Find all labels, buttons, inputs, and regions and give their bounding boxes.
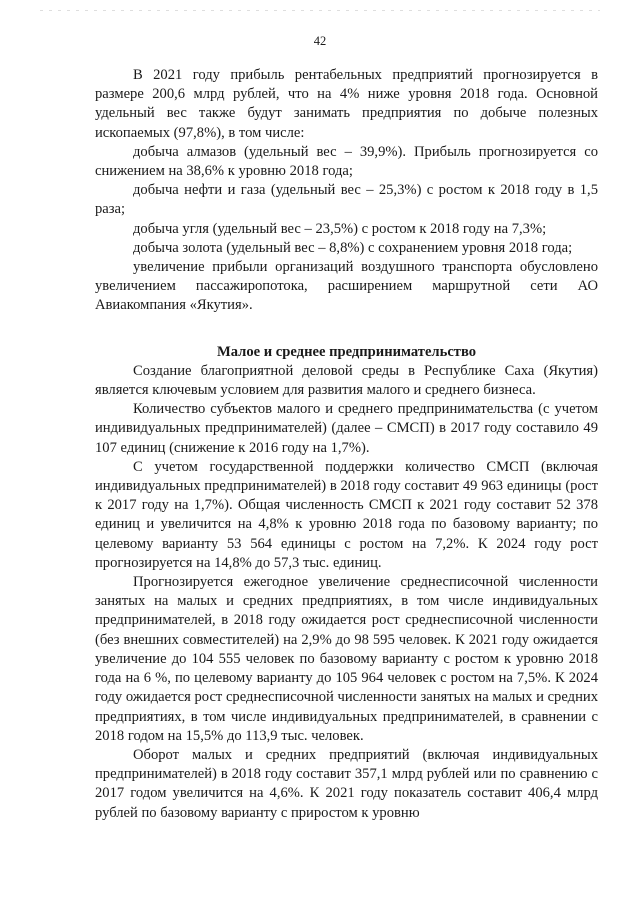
paragraph-profit-forecast: В 2021 году прибыль рентабельных предприятий прогнозируется в размере 200,6 млрд рублей, что на 4% ниже уровня 2018 года. Основной удельный вес также будут занимать предприятия по добыче полезных ископаемых (97,8%), в том числе: [95,67,598,141]
paragraph-gold-mining: добыча золота (удельный вес – 8,8%) с сохранением уровня 2018 года; [133,239,573,256]
paragraph-diamond-mining: добыча алмазов (удельный вес – 39,9%). Прибыль прогнозируется со снижением на 38,6% к уровню 2018 года; [95,143,598,180]
paragraph-air-transport: увеличение прибыли организаций воздушного транспорта обусловлено увеличением пассажиропотока, расширением маршрутной сети АО Авиакомпания «Якутия». [95,259,598,314]
page-number: 42 [313,34,327,48]
paragraph-employment-forecast: Прогнозируется ежегодное увеличение среднесписочной численности занятых на малых и средних предприятиях, в том числе индивидуальных предпринимателей, в 2018 году ожидается рост среднесписочной численности (без внешних совместителей) на 2,9% до 98 595 человек. К 2021 году ожидается увеличение до 104 555 человек по базовому варианту с ростом к уровню 2018 года на 6 %, по целевому варианту до 105 964 человек с ростом на 7,5%. К 2024 году ожидается рост среднесписочной численности занятых на малых и средних предприятиях, в том числе индивидуальных предпринимателей, в сравнении с 2018 годом на 15,5% до 113,9 тыс. человек. [95,574,598,744]
section-heading: Малое и среднее предпринимательство [216,343,477,360]
paragraph-coal-mining: добыча угля (удельный вес – 23,5%) с ростом к 2018 году на 7,3%; [133,220,547,237]
scan-artifact-line [40,10,600,11]
paragraph-smsp-count-2017: Количество субъектов малого и среднего предпринимательства (с учетом индивидуальных предпринимателей) (далее – СМСП) в 2017 году составило 49 107 единиц (снижение к 2016 году на 1,7%). [95,401,598,456]
paragraph-smsp-forecast: С учетом государственной поддержки количество СМСП (включая индивидуальных предпринимателей) в 2018 году составит 49 963 единицы (рост к 2017 году на 1,7%). Общая численность СМСП к 2021 году составит 52 378 единиц и увеличится на 4,8% к уровню 2018 года по базовому варианту; по целевому варианту 53 564 единицы с ростом на 7,2%. К 2024 году рост прогнозируется на 14,8% до 57,3 тыс. единиц. [95,458,598,571]
paragraph-business-environment: Создание благоприятной деловой среды в Республике Саха (Якутия) является ключевым условием для развития малого и среднего бизнеса. [95,362,598,399]
paragraph-turnover-forecast: Оборот малых и средних предприятий (включая индивидуальных предпринимателей) в 2018 году составит 357,1 млрд рублей или по сравнению с 2017 годом увеличится на 4,6%. К 2021 году показатель составит 406,4 млрд рублей по базовому варианту с приростом к уровню [95,746,598,821]
page-content [95,66,598,823]
paragraph-oil-gas-mining: добыча нефти и газа (удельный вес – 25,3%) с ростом к 2018 году в 1,5 раза; [95,182,598,218]
